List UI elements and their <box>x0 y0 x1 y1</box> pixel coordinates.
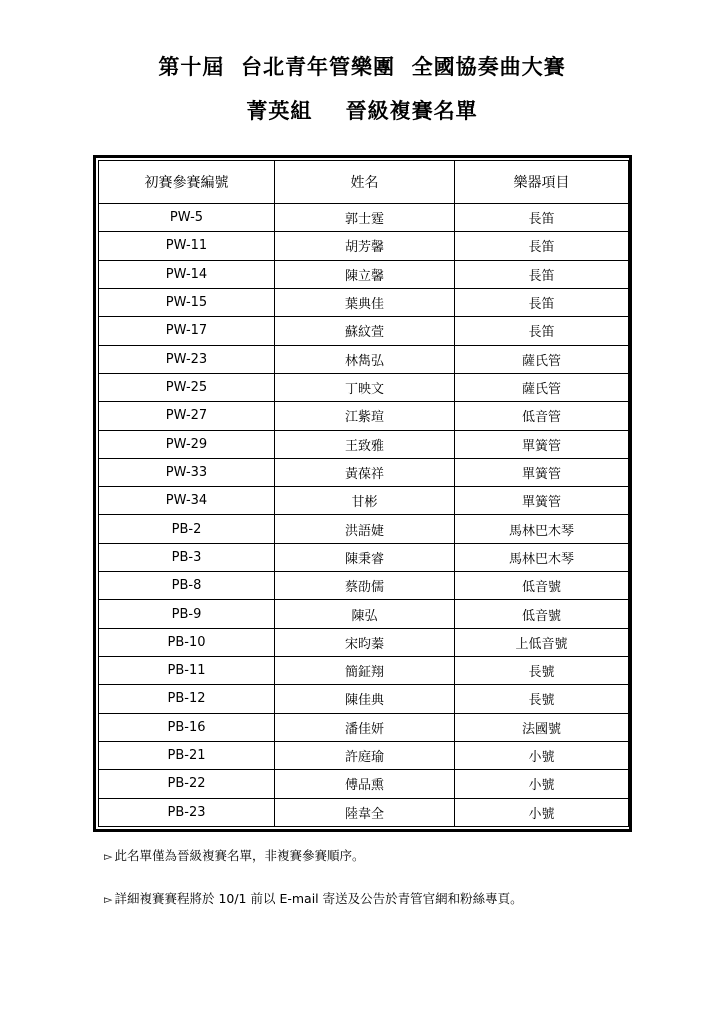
table-row <box>99 798 629 826</box>
table-body <box>99 204 629 827</box>
name-cell: 陳立馨 <box>275 260 455 288</box>
name-cell: 簡鉦翔 <box>275 657 455 685</box>
entry-number-cell: PB-21 <box>99 741 275 769</box>
results-table <box>98 160 629 827</box>
entry-number-cell: PW-29 <box>99 430 275 458</box>
name-cell: 丁映文 <box>275 373 455 401</box>
name-cell: 陳秉睿 <box>275 543 455 571</box>
instrument-cell: 小號 <box>455 741 629 769</box>
instrument-cell: 長笛 <box>455 260 629 288</box>
table-row <box>99 685 629 713</box>
instrument-cell: 長號 <box>455 685 629 713</box>
entry-number-cell: PW-14 <box>99 260 275 288</box>
name-cell: 郭士霆 <box>275 204 455 232</box>
table-row <box>99 487 629 515</box>
table-row <box>99 770 629 798</box>
instrument-cell: 低音號 <box>455 600 629 628</box>
note-text: 此名單僅為晉級複賽名單，非複賽參賽順序。 <box>114 848 365 863</box>
triangle-bullet-icon: ▻ <box>104 850 113 863</box>
header-name: 姓名 <box>275 161 455 204</box>
table-row <box>99 402 629 430</box>
entry-number-cell: PW-23 <box>99 345 275 373</box>
header-entry-number: 初賽參賽編號 <box>99 161 275 204</box>
entry-number-cell: PB-2 <box>99 515 275 543</box>
table-row <box>99 741 629 769</box>
name-cell: 甘彬 <box>275 487 455 515</box>
table-row <box>99 543 629 571</box>
instrument-cell: 單簧管 <box>455 458 629 486</box>
name-cell: 蘇紋萱 <box>275 317 455 345</box>
entry-number-cell: PB-23 <box>99 798 275 826</box>
entry-number-cell: PB-3 <box>99 543 275 571</box>
name-cell: 陸韋全 <box>275 798 455 826</box>
instrument-cell: 長笛 <box>455 232 629 260</box>
entry-number-cell: PW-17 <box>99 317 275 345</box>
table-row <box>99 572 629 600</box>
name-cell: 江紫瑄 <box>275 402 455 430</box>
table-row <box>99 515 629 543</box>
name-cell: 洪語婕 <box>275 515 455 543</box>
page-title: 第十屆 台北青年管樂團 全國協奏曲大賽 <box>158 55 566 79</box>
table-row <box>99 345 629 373</box>
table-row <box>99 317 629 345</box>
instrument-cell: 小號 <box>455 798 629 826</box>
instrument-cell: 單簧管 <box>455 430 629 458</box>
instrument-cell: 單簧管 <box>455 487 629 515</box>
table-row <box>99 713 629 741</box>
instrument-cell: 長笛 <box>455 204 629 232</box>
entry-number-cell: PB-8 <box>99 572 275 600</box>
table-row <box>99 260 629 288</box>
instrument-cell: 法國號 <box>455 713 629 741</box>
entry-number-cell: PB-12 <box>99 685 275 713</box>
table-row <box>99 373 629 401</box>
results-table-frame <box>93 155 632 832</box>
name-cell: 許庭瑜 <box>275 741 455 769</box>
instrument-cell: 上低音號 <box>455 628 629 656</box>
note-2 <box>104 891 523 908</box>
name-cell: 蔡劭儒 <box>275 572 455 600</box>
table-row <box>99 204 629 232</box>
table-row <box>99 288 629 316</box>
table-row <box>99 628 629 656</box>
name-cell: 傅品熏 <box>275 770 455 798</box>
name-cell: 王致雅 <box>275 430 455 458</box>
entry-number-cell: PB-11 <box>99 657 275 685</box>
instrument-cell: 薩氏管 <box>455 345 629 373</box>
entry-number-cell: PB-10 <box>99 628 275 656</box>
triangle-bullet-icon: ▻ <box>104 893 113 906</box>
entry-number-cell: PW-27 <box>99 402 275 430</box>
table-row <box>99 600 629 628</box>
name-cell: 陳佳典 <box>275 685 455 713</box>
entry-number-cell: PW-15 <box>99 288 275 316</box>
entry-number-cell: PB-16 <box>99 713 275 741</box>
entry-number-cell: PW-5 <box>99 204 275 232</box>
instrument-cell: 低音號 <box>455 572 629 600</box>
instrument-cell: 小號 <box>455 770 629 798</box>
name-cell: 宋昀蓁 <box>275 628 455 656</box>
name-cell: 潘佳妍 <box>275 713 455 741</box>
entry-number-cell: PW-33 <box>99 458 275 486</box>
name-cell: 葉典佳 <box>275 288 455 316</box>
instrument-cell: 長笛 <box>455 317 629 345</box>
entry-number-cell: PB-22 <box>99 770 275 798</box>
instrument-cell: 低音管 <box>455 402 629 430</box>
table-row <box>99 657 629 685</box>
name-cell: 林雋弘 <box>275 345 455 373</box>
table-row <box>99 458 629 486</box>
entry-number-cell: PW-11 <box>99 232 275 260</box>
instrument-cell: 長號 <box>455 657 629 685</box>
table-row <box>99 232 629 260</box>
instrument-cell: 長笛 <box>455 288 629 316</box>
table-row <box>99 430 629 458</box>
table-header-row <box>99 161 629 204</box>
entry-number-cell: PW-25 <box>99 373 275 401</box>
instrument-cell: 薩氏管 <box>455 373 629 401</box>
entry-number-cell: PW-34 <box>99 487 275 515</box>
name-cell: 胡芳馨 <box>275 232 455 260</box>
page-subtitle: 菁英組 晉級複賽名單 <box>246 99 478 123</box>
entry-number-cell: PB-9 <box>99 600 275 628</box>
name-cell: 陳弘 <box>275 600 455 628</box>
name-cell: 黃葆祥 <box>275 458 455 486</box>
note-1 <box>104 848 364 865</box>
header-instrument: 樂器項目 <box>455 161 629 204</box>
instrument-cell: 馬林巴木琴 <box>455 515 629 543</box>
instrument-cell: 馬林巴木琴 <box>455 543 629 571</box>
note-text: 詳細複賽賽程將於 10/1 前以 E-mail 寄送及公告於青管官網和粉絲專頁。 <box>114 891 523 906</box>
